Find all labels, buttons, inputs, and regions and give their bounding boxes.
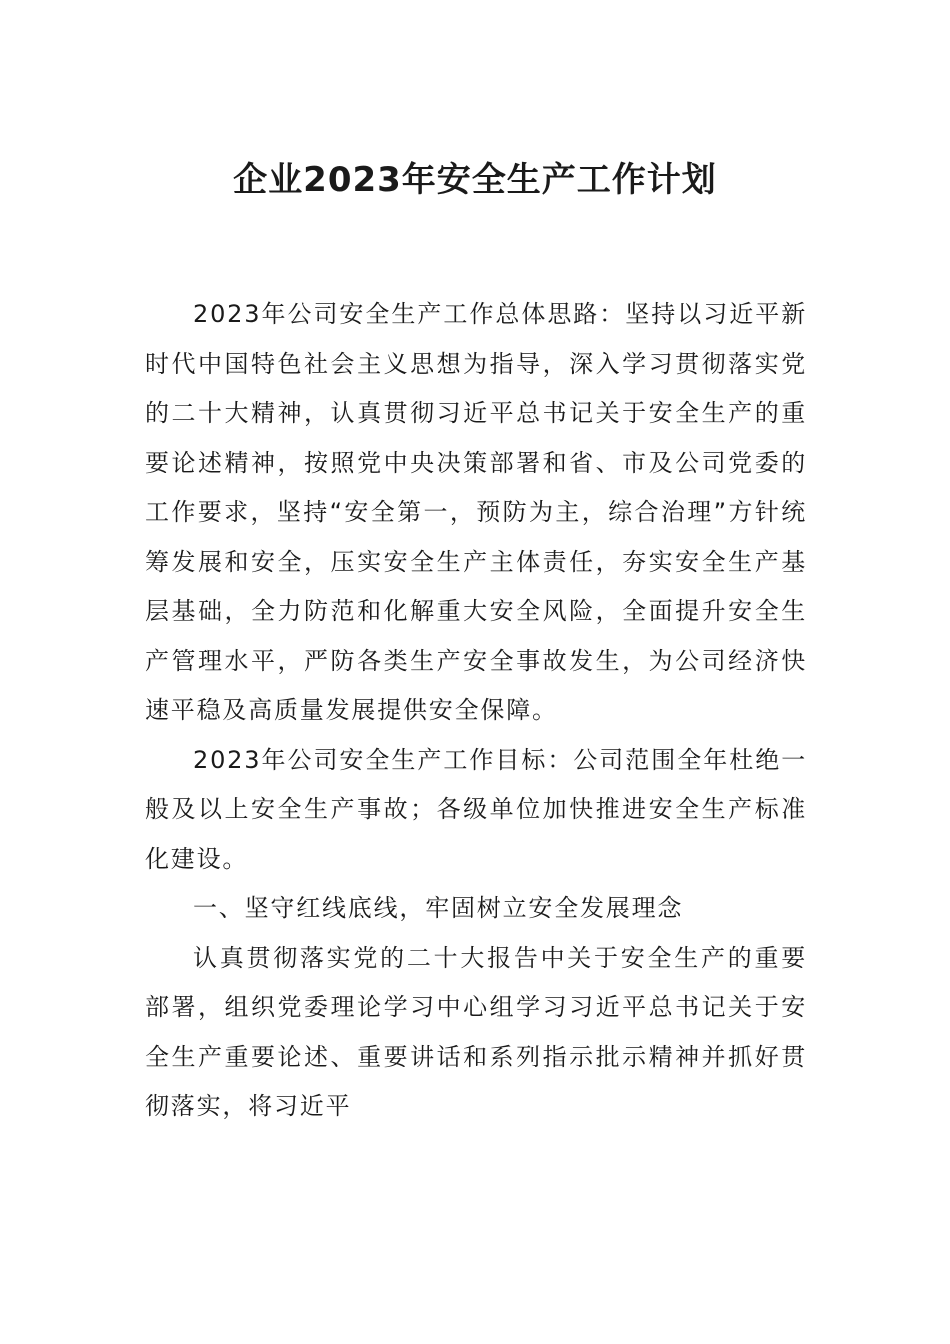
paragraph-overall-approach: 2023年公司安全生产工作总体思路：坚持以习近平新时代中国特色社会主义思想为指导，深入学习贯彻落实党的二十大精神，认真贯彻习近平总书记关于安全生产的重要论述精神，按照党中央决策部署和省、市及公司党委的工作要求，坚持“安全第一，预防为主，综合治理”方针统筹发展和安全，压实安全生产主体责任，夯实安全生产基层基础，全力防范和化解重大安全风险，全面提升安全生产管理水平，严防各类生产安全事故发生，为公司经济快速平稳及高质量发展提供安全保障。	[145, 300, 807, 724]
document-title: 企业2023年安全生产工作计划	[233, 160, 717, 200]
paragraph-section-1: 认真贯彻落实党的二十大报告中关于安全生产的重要部署，组织党委理论学习中心组学习习近平总书记关于安全生产重要论述、重要讲话和系列指示批示精神并抓好贯彻落实，将习近平	[145, 943, 807, 1120]
paragraph-work-goals: 2023年公司安全生产工作目标：公司范围全年杜绝一般及以上安全生产事故；各级单位加快推进安全生产标准化建设。	[145, 745, 807, 873]
document-body	[145, 290, 807, 1132]
section-heading-1: 一、坚守红线底线，牢固树立安全发展理念	[193, 894, 684, 922]
